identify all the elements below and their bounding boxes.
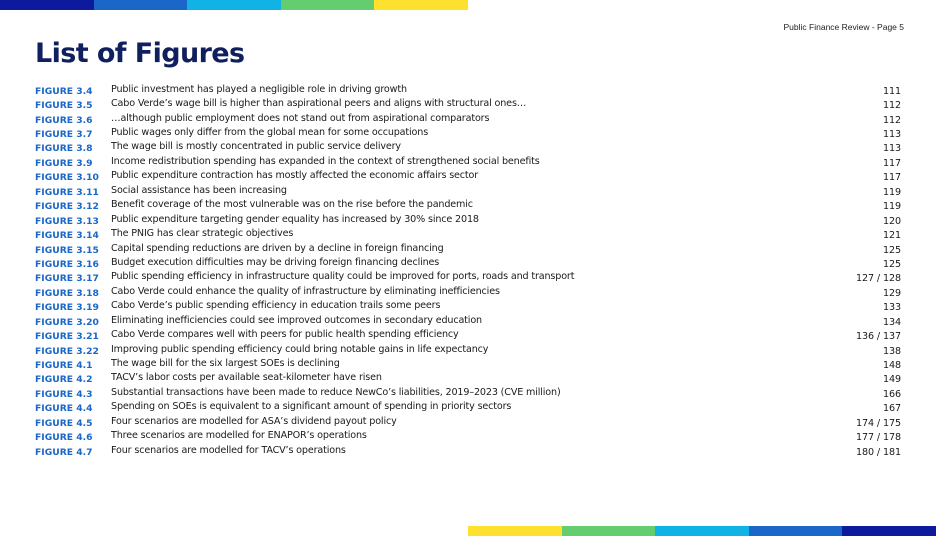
figure-caption: Public spending efficiency in infrastructure quality could be improved for ports, roads and transport — [111, 271, 575, 283]
top-bar-segment-navy — [0, 0, 94, 10]
top-bar-segment-yellow — [374, 0, 468, 10]
figure-caption: The wage bill for the six largest SOEs is declining — [111, 358, 340, 370]
figure-number: FIGURE 4.1 — [35, 360, 93, 372]
figure-caption: …although public employment does not stand out from aspirational comparators — [111, 112, 490, 124]
figure-caption: Three scenarios are modelled for ENAPOR’s operations — [111, 430, 367, 442]
figure-page-number: 133 — [882, 302, 901, 314]
figure-caption: Improving public spending efficiency could bring notable gains in life expectancy — [111, 343, 489, 355]
figure-page-number: 138 — [882, 345, 901, 357]
figure-caption: Cabo Verde compares well with peers for public health spending efficiency — [111, 329, 459, 341]
figure-page-number: 127 / 128 — [855, 273, 901, 285]
figure-page-number: 125 — [882, 244, 901, 256]
bottom-bar-segment-yellow — [468, 526, 562, 536]
figure-page-number: 174 / 175 — [855, 417, 901, 429]
figure-entry[interactable] — [35, 343, 901, 357]
figure-entry[interactable] — [35, 300, 901, 314]
figure-entry[interactable] — [35, 170, 901, 184]
figure-caption: Cabo Verde’s wage bill is higher than aspirational peers and aligns with structural ones… — [111, 98, 527, 110]
figure-number: FIGURE 3.12 — [35, 201, 99, 213]
figure-entry[interactable] — [35, 314, 901, 328]
bottom-color-bar — [468, 526, 936, 536]
figure-page-number: 113 — [882, 129, 901, 141]
figure-page-number: 134 — [882, 316, 901, 328]
figure-caption: Four scenarios are modelled for TACV’s operations — [111, 444, 346, 456]
figure-entry[interactable] — [35, 430, 901, 444]
figure-number: FIGURE 4.3 — [35, 388, 93, 400]
figure-entry[interactable] — [35, 227, 901, 241]
figure-entry[interactable] — [35, 401, 901, 415]
bottom-bar-segment-green — [562, 526, 656, 536]
figure-caption: Cabo Verde’s public spending efficiency in education trails some peers — [111, 300, 441, 312]
figure-number: FIGURE 4.6 — [35, 432, 93, 444]
figure-page-number: 125 — [882, 258, 901, 270]
figure-caption: Public expenditure targeting gender equality has increased by 30% since 2018 — [111, 213, 479, 225]
figure-page-number: 112 — [882, 100, 901, 112]
figure-caption: Eliminating inefficiencies could see improved outcomes in secondary education — [111, 314, 482, 326]
figure-entry[interactable] — [35, 112, 901, 126]
figure-caption: Capital spending reductions are driven by a decline in foreign financing — [111, 242, 444, 254]
figure-page-number: 117 — [882, 172, 901, 184]
figure-number: FIGURE 4.2 — [35, 374, 93, 386]
figure-page-number: 112 — [882, 114, 901, 126]
figure-page-number: 136 / 137 — [855, 331, 901, 343]
figure-number: FIGURE 3.6 — [35, 114, 93, 126]
figure-number: FIGURE 3.17 — [35, 273, 99, 285]
bottom-bar-segment-cyan — [655, 526, 749, 536]
figure-caption: Public expenditure contraction has mostly affected the economic affairs sector — [111, 170, 479, 182]
figure-number: FIGURE 3.10 — [35, 172, 99, 184]
figure-number: FIGURE 3.22 — [35, 345, 99, 357]
figure-page-number: 117 — [882, 157, 901, 169]
figure-caption: The wage bill is mostly concentrated in public service delivery — [111, 141, 401, 153]
figure-page-number: 129 — [882, 287, 901, 299]
figure-number: FIGURE 3.13 — [35, 215, 99, 227]
figure-entry[interactable] — [35, 256, 901, 270]
figure-number: FIGURE 3.21 — [35, 331, 99, 343]
figure-caption: Spending on SOEs is equivalent to a significant amount of spending in priority sectors — [111, 401, 512, 413]
figure-page-number: 119 — [882, 186, 901, 198]
figure-entry[interactable] — [35, 184, 901, 198]
figure-caption: Social assistance has been increasing — [111, 184, 287, 196]
top-bar-segment-cyan — [187, 0, 281, 10]
figure-entry[interactable] — [35, 415, 901, 429]
figure-entry[interactable] — [35, 199, 901, 213]
figure-number: FIGURE 4.5 — [35, 417, 93, 429]
figure-page-number: 119 — [882, 201, 901, 213]
figure-page-number: 180 / 181 — [855, 446, 901, 458]
figure-page-number: 113 — [882, 143, 901, 155]
figure-number: FIGURE 3.4 — [35, 85, 93, 97]
figure-page-number: 148 — [882, 360, 901, 372]
figure-caption: Cabo Verde could enhance the quality of infrastructure by eliminating inefficiencies — [111, 285, 500, 297]
top-bar-segment-green — [281, 0, 375, 10]
figure-number: FIGURE 3.16 — [35, 258, 99, 270]
figure-page-number: 167 — [882, 403, 901, 415]
figure-number: FIGURE 3.15 — [35, 244, 99, 256]
figure-entry[interactable] — [35, 97, 901, 111]
figure-number: FIGURE 3.20 — [35, 316, 99, 328]
figure-number: FIGURE 3.18 — [35, 287, 99, 299]
figure-caption: Substantial transactions have been made to reduce NewCo’s liabilities, 2019–2023 (CVE million) — [111, 386, 561, 398]
figure-caption: Income redistribution spending has expanded in the context of strengthened social benefits — [111, 155, 540, 167]
figure-caption: The PNIG has clear strategic objectives — [111, 228, 294, 240]
figure-number: FIGURE 4.4 — [35, 403, 93, 415]
figure-entry[interactable] — [35, 83, 901, 97]
figure-number: FIGURE 3.8 — [35, 143, 93, 155]
running-header: Public Finance Review - Page 5 — [783, 22, 904, 32]
figure-caption: Four scenarios are modelled for ASA’s dividend payout policy — [111, 415, 397, 427]
figure-page-number: 166 — [882, 388, 901, 400]
figure-entry[interactable] — [35, 285, 901, 299]
figure-entry[interactable] — [35, 372, 901, 386]
figure-entry[interactable] — [35, 444, 901, 458]
figure-number: FIGURE 3.9 — [35, 157, 93, 169]
figure-number: FIGURE 4.7 — [35, 446, 93, 458]
figure-entry[interactable] — [35, 328, 901, 342]
figure-entry[interactable] — [35, 141, 901, 155]
figure-number: FIGURE 3.14 — [35, 230, 99, 242]
figure-page-number: 177 / 178 — [855, 432, 901, 444]
figure-page-number: 111 — [882, 85, 901, 97]
figure-page-number: 120 — [882, 215, 901, 227]
figure-number: FIGURE 3.19 — [35, 302, 99, 314]
figure-entry[interactable] — [35, 126, 901, 140]
figure-entry[interactable] — [35, 357, 901, 371]
figure-page-number: 121 — [882, 230, 901, 242]
figure-entry[interactable] — [35, 213, 901, 227]
top-color-bar — [0, 0, 468, 10]
figure-caption: Benefit coverage of the most vulnerable was on the rise before the pandemic — [111, 199, 473, 211]
figure-entry[interactable] — [35, 271, 901, 285]
bottom-bar-segment-blue — [749, 526, 843, 536]
figure-page-number: 149 — [882, 374, 901, 386]
figure-number: FIGURE 3.7 — [35, 129, 93, 141]
figure-entry[interactable] — [35, 155, 901, 169]
figure-list — [35, 83, 901, 458]
figure-number: FIGURE 3.5 — [35, 100, 93, 112]
bottom-bar-segment-navy — [842, 526, 936, 536]
figure-caption: TACV’s labor costs per available seat-kilometer have risen — [111, 372, 382, 384]
figure-number: FIGURE 3.11 — [35, 186, 99, 198]
top-bar-segment-blue — [94, 0, 188, 10]
figure-caption: Public investment has played a negligible role in driving growth — [111, 83, 407, 95]
page-title: List of Figures — [35, 38, 245, 69]
figure-caption: Public wages only differ from the global mean for some occupations — [111, 127, 429, 139]
figure-entry[interactable] — [35, 386, 901, 400]
figure-entry[interactable] — [35, 242, 901, 256]
figure-caption: Budget execution difficulties may be driving foreign financing declines — [111, 256, 440, 268]
